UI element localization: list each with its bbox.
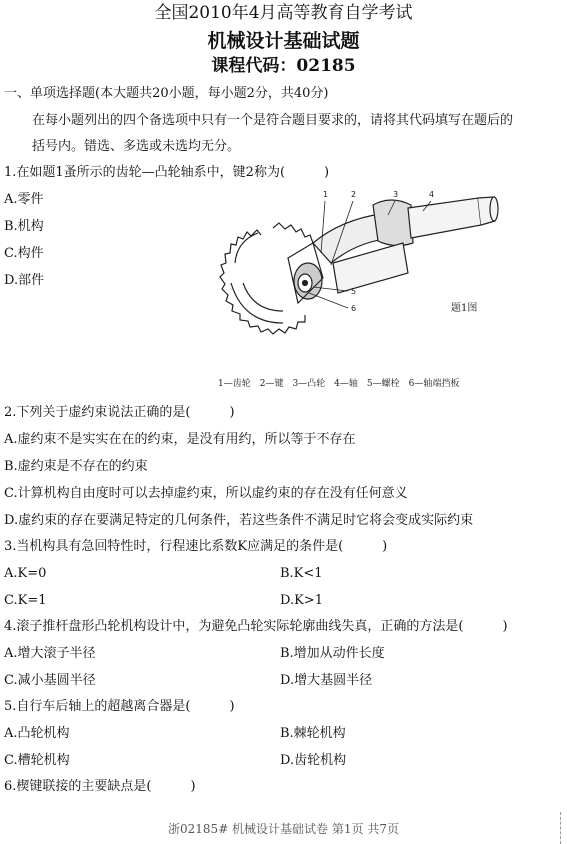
question-2-option-c: C.计算机构自由度时可以去掉虚约束，所以虚约束的存在没有任何意义 (4, 486, 408, 501)
question-5-stem: 5.自行车后轴上的超越离合器是( ) (4, 699, 235, 714)
question-5-option-d: D.齿轮机构 (280, 753, 347, 768)
question-1-option-d: D.部件 (4, 273, 45, 288)
question-3-stem: 3.当机构具有急回特性时，行程速比系数K应满足的条件是( ) (4, 539, 388, 554)
question-3-option-b: B.K<1 (280, 566, 323, 581)
question-5-option-a: A.凸轮机构 (4, 726, 70, 741)
question-1-option-b: B.机构 (4, 219, 44, 234)
page-edge-divider (560, 812, 562, 844)
part-number-5: 5 (351, 287, 357, 296)
course-code: 课程代码：02185 (211, 56, 356, 76)
question-1-option-a: A.零件 (4, 192, 44, 207)
exam-title: 全国2010年4月高等教育自学考试 (154, 3, 413, 23)
question-2-option-b: B.虚约束是不存在的约束 (4, 459, 148, 474)
part-number-4: 4 (429, 190, 435, 199)
figure-legend: 1—齿轮 2—键 3—凸轮 4—轴 5—螺栓 6—轴端挡板 (218, 379, 460, 389)
figure-caption: 题1图 (451, 303, 478, 314)
question-2-stem: 2.下列关于虚约束说法正确的是( ) (4, 405, 235, 420)
question-5-option-b: B.棘轮机构 (280, 726, 346, 741)
question-4-option-b: B.增加从动件长度 (280, 646, 385, 661)
section-heading: 一、单项选择题(本大题共20小题，每小题2分，共40分) (4, 86, 329, 101)
gear-cam-shaft-figure (213, 183, 513, 393)
question-6-stem: 6.楔键联接的主要缺点是( ) (4, 779, 196, 794)
question-4-option-c: C.减小基圆半径 (4, 673, 96, 688)
exam-subject: 机械设计基础试题 (207, 30, 360, 52)
part-number-3: 3 (393, 190, 399, 199)
question-5-option-c: C.槽轮机构 (4, 753, 70, 768)
question-4-option-d: D.增大基圆半径 (280, 673, 373, 688)
question-3-option-a: A.K=0 (4, 566, 47, 581)
instruction-line-2: 括号内。错选、多选或未选均无分。 (32, 139, 241, 154)
page-footer: 浙02185# 机械设计基础试卷 第1页 共7页 (168, 822, 399, 836)
question-2-option-d: D.虚约束的存在要满足特定的几何条件，若这些条件不满足时它将会变成实际约束 (4, 513, 474, 528)
question-3-option-c: C.K=1 (4, 593, 47, 608)
part-number-1: 1 (323, 190, 329, 199)
question-4-option-a: A.增大滚子半径 (4, 646, 96, 661)
question-3-option-d: D.K>1 (280, 593, 323, 608)
question-1-stem: 1.在如题1蚤所示的齿轮—凸轮轴系中，键2称为( ) (4, 165, 330, 180)
question-2-option-a: A.虚约束不是实实在在的约束，是没有用约，所以等于不存在 (4, 432, 356, 447)
instruction-line-1: 在每小题列出的四个备选项中只有一个是符合题目要求的，请将其代码填写在题后的 (32, 113, 514, 128)
gear-cam-shaft-drawing (213, 183, 513, 393)
part-number-2: 2 (351, 190, 357, 199)
question-4-stem: 4.滚子推杆盘形凸轮机构设计中，为避免凸轮实际轮廓曲线失真，正确的方法是( ) (4, 619, 508, 634)
part-number-6: 6 (351, 304, 357, 313)
question-1-option-c: C.构件 (4, 246, 44, 261)
